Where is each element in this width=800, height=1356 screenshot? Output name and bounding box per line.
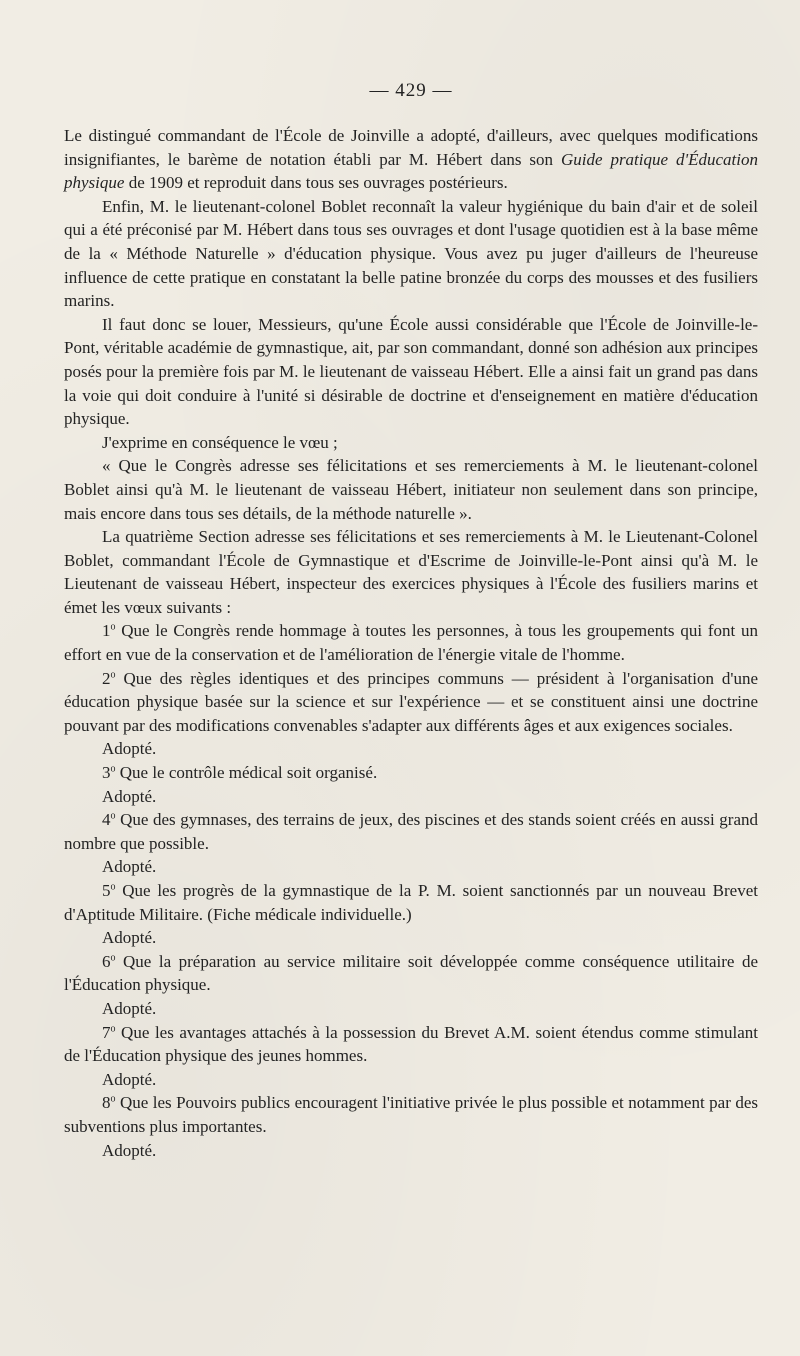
adopted-label: Adopté. [102,1069,157,1089]
resolution-5 [64,879,758,926]
resolution-6 [64,950,758,997]
adopted-label: Adopté. [102,857,157,877]
guide-title: Guide pratique d'Éducation physique [64,149,758,193]
ordinal-suffix: o [110,1093,116,1105]
resolution-text: Que les avantages attachés à la possession du Brevet A.M. soient étendus comme stimulant de l'Éducation physique des jeunes hommes. [64,1022,758,1066]
resolution-number: 7 [102,1022,111,1042]
resolution-text: Que le contrôle médical soit organisé. [115,763,378,783]
resolution-text: Que les progrès de la gymnastique de la P. M. soient sanctionnés par un nouveau Brevet d'Aptitude Militaire. (Fiche médicale individuelle.) [64,881,758,924]
ordinal-suffix: o [110,621,116,633]
paragraph-1-tail: de 1909 et reproduit dans tous ses ouvrages postérieurs. [124,173,508,193]
adopted-label: Adopté. [102,786,157,806]
resolution-7 [64,1021,758,1068]
resolution-number: 8 [102,1093,111,1113]
adopted-label: Adopté. [102,998,157,1018]
ordinal-suffix: o [110,881,116,893]
resolution-text: Que les Pouvoirs publics encouragent l'initiative privée le plus possible et notamment par des subventions plus importantes. [64,1093,758,1136]
paragraph-5: « Que le Congrès adresse ses félicitations et ses remerciements à M. le lieutenant-colonel Boblet ainsi qu'à M. le lieutenant de vaisseau Hébert, initiateur non seulement dans son principe, mais encore dans tous ses détails, de la méthode naturelle ». [64,456,758,523]
ordinal-suffix: o [110,669,116,680]
resolution-number: 2 [102,668,111,688]
resolution-text: Que le Congrès rende hommage à toutes les personnes, à tous les groupements qui font un effort en vue de la conservation et de l'amélioration de l'énergie vitale de l'homme. [64,621,758,665]
adopted-label: Adopté. [102,928,157,948]
paragraph-2: Enfin, M. le lieutenant-colonel Boblet reconnaît la valeur hygiénique du bain d'air et de soleil qui a été préconisé par M. Hébert dans tous ses ouvrages et dont l'usage quotidien est à la base même de la « Méthode Naturelle » d'éducation physique. Vous avez pu juger d'ailleurs de l'heureuse influence de cette pratique en constatant la belle patine bronzée du corps des mousses et des fusiliers marins. [64,196,758,311]
paragraph-6: La quatrième Section adresse ses félicitations et ses remerciements à M. le Lieutenant-Colonel Boblet, commandant l'École de Gymnastique et d'Escrime de Joinville-le-Pont ainsi qu'à M. le Lieutenant de vaisseau Hébert, inspecteur des exercices physiques à l'École des fusiliers marins et émet les vœux suivants : [64,527,758,617]
resolution-8 [64,1091,758,1138]
paragraph-1-text: Le distingué commandant de l'École de Joinville a adopté, d'ailleurs, avec quelques modifications insignifiantes, le barème de notation établi par M. Hébert dans son [64,126,758,169]
paragraph-4: J'exprime en conséquence le vœu ; [102,432,338,452]
paragraph-1 [64,124,758,195]
ordinal-suffix: o [110,763,116,775]
adopted-label: Adopté. [102,739,157,759]
resolution-3 [64,761,758,785]
resolution-number: 5 [102,881,111,900]
ordinal-suffix: o [110,810,116,822]
resolution-text: Que des règles identiques et des principes communs — président à l'organisation d'une éducation physique basée sur la science et sur l'expérience — et se constituent ainsi une doctrine pouvant par des modifications convenables s'adapter aux différents âges et aux exigences sociales. [64,668,758,735]
ordinal-suffix: o [110,1022,116,1034]
resolution-number: 4 [102,810,111,830]
resolution-1 [64,619,758,666]
resolution-number: 6 [102,951,111,971]
resolution-2 [64,667,758,738]
resolution-text: Que la préparation au service militaire soit développée comme conséquence utilitaire de l'Éducation physique. [64,951,758,995]
paragraph-3: Il faut donc se louer, Messieurs, qu'une École aussi considérable que l'École de Joinville-le-Pont, véritable académie de gymnastique, ait, par son commandant, donné son adhésion aux principes posés pour la première fois par M. le lieutenant de vaisseau Hébert. Elle a ainsi fait un grand pas dans la voie qui doit conduire à l'unité si désirable de doctrine et d'enseignement en matière d'éducation physique. [64,314,758,429]
ordinal-suffix: o [110,952,116,964]
resolution-number: 3 [102,763,111,783]
body-text [64,124,758,1162]
resolution-4 [64,808,758,855]
adopted-label: Adopté. [102,1140,157,1160]
resolution-text: Que des gymnases, des terrains de jeux, des piscines et des stands soient créés en aussi grand nombre que possible. [64,810,758,853]
page-number: — 429 — [369,80,453,101]
resolution-number: 1 [102,621,111,641]
